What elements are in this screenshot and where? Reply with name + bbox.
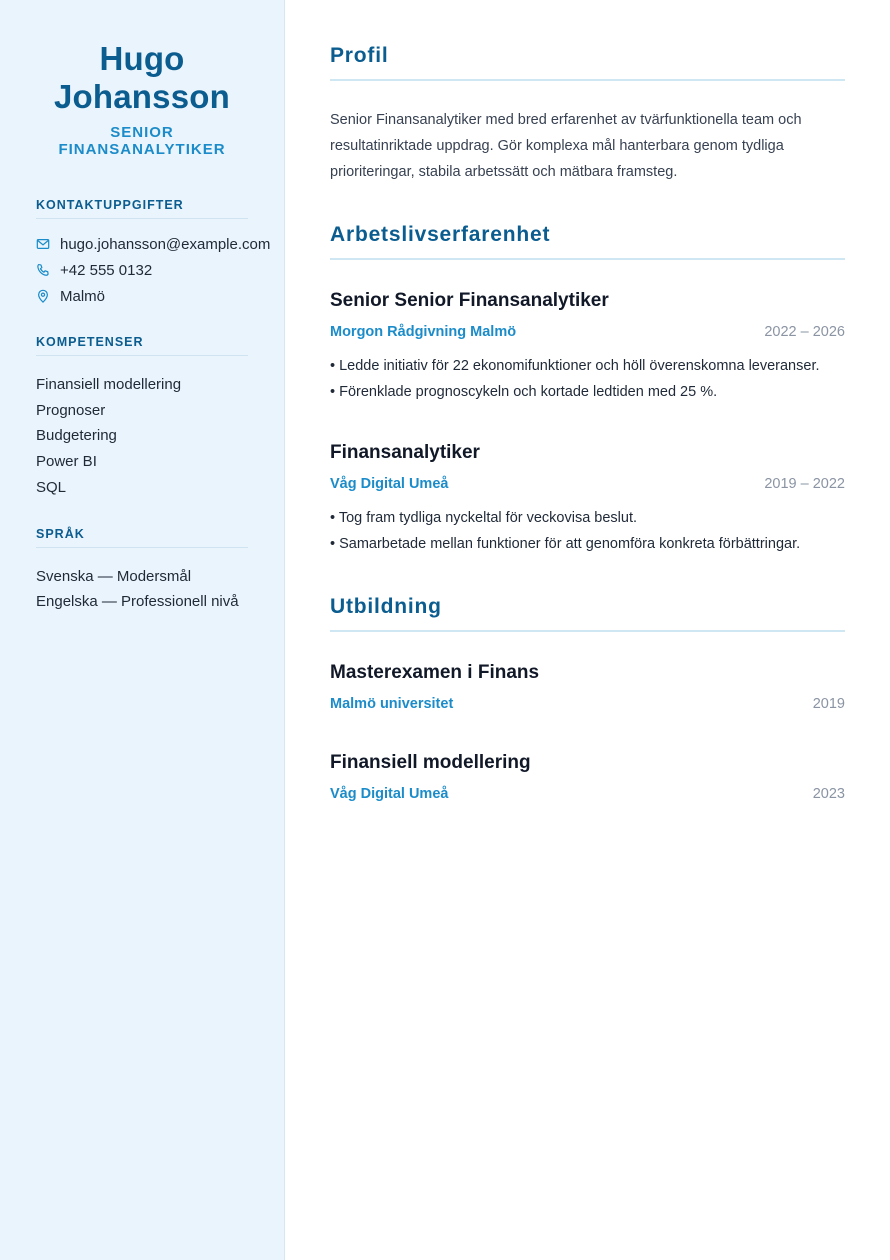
degree-meta — [330, 696, 845, 712]
location-pin-icon — [36, 289, 50, 303]
job-title: Senior Senior Finansanalytiker — [330, 290, 609, 311]
education-section — [330, 595, 845, 802]
location-text: Malmö — [60, 287, 106, 305]
job-meta — [330, 476, 845, 492]
mail-icon — [36, 237, 50, 251]
experience-entry — [330, 442, 845, 557]
skills-heading: KOMPETENSER — [36, 335, 248, 356]
education-entry — [330, 752, 845, 802]
job-bullet: • Samarbetade mellan funktioner för att genomföra konkreta förbättringar. — [330, 536, 801, 552]
contact-email[interactable] — [36, 231, 271, 257]
job-bullet: • Förenklade prognoscykeln och kortade ledtiden med 25 %. — [330, 384, 718, 400]
skills-list — [36, 372, 248, 501]
job-dates: 2019 – 2022 — [764, 476, 845, 492]
profile-text: Senior Finansanalytiker med bred erfarenhet av tvärfunktionella team och resultatinriktade uppdrag. Gör komplexa mål hanterbara genom tydliga prioriteringar, stabila arbetssätt och mätbara framsteg. — [330, 112, 802, 180]
education-entry — [330, 662, 845, 712]
name-first: Hugo — [99, 40, 185, 77]
phone-text: +42 555 0132 — [60, 261, 153, 279]
experience-section — [330, 223, 845, 557]
degree-meta — [330, 786, 845, 802]
profile-section — [330, 44, 845, 185]
job-bullets — [330, 353, 845, 405]
languages-heading: SPRÅK — [36, 527, 248, 548]
candidate-name — [36, 40, 248, 116]
main-content — [285, 0, 890, 1260]
job-title: Finansanalytiker — [330, 442, 480, 463]
job-bullet: • Ledde initiativ för 22 ekonomifunktioner och höll överenskomna leveranser. — [330, 358, 820, 374]
degree-year: 2023 — [812, 786, 845, 802]
skill-item: SQL — [36, 478, 67, 496]
job-dates: 2022 – 2026 — [764, 324, 845, 340]
skill-item: Prognoser — [36, 401, 106, 419]
skill-item: Power BI — [36, 453, 97, 471]
degree-school: Våg Digital Umeå — [330, 786, 449, 802]
candidate-role: SENIOR FINANSANALYTIKER — [58, 124, 226, 158]
contact-phone[interactable] — [36, 257, 248, 283]
job-meta — [330, 324, 845, 340]
profile-title: Profil — [330, 44, 845, 81]
languages-list — [36, 564, 248, 615]
email-text: hugo.johansson@example.com — [60, 235, 271, 253]
contact-list — [36, 231, 271, 309]
contact-section — [36, 198, 271, 309]
experience-title: Arbetslivserfarenhet — [330, 223, 845, 260]
degree-title: Masterexamen i Finans — [330, 662, 540, 683]
name-last: Johansson — [53, 78, 230, 115]
language-item: Engelska — Professionell nivå — [36, 593, 239, 611]
contact-location — [36, 283, 248, 309]
job-bullet: • Tog fram tydliga nyckeltal för veckovisa beslut. — [330, 510, 638, 526]
degree-title: Finansiell modellering — [330, 752, 531, 773]
sidebar — [0, 0, 285, 1260]
degree-year: 2019 — [812, 696, 845, 712]
degree-school: Malmö universitet — [330, 696, 454, 712]
skills-section — [36, 335, 248, 501]
job-company: Morgon Rådgivning Malmö — [330, 324, 517, 340]
skill-item: Finansiell modellering — [36, 376, 182, 393]
job-company: Våg Digital Umeå — [330, 476, 449, 492]
contact-heading: KONTAKTUPPGIFTER — [36, 198, 248, 219]
job-bullets — [330, 505, 845, 557]
experience-entry — [330, 290, 845, 405]
languages-section — [36, 527, 248, 615]
phone-icon — [36, 263, 50, 277]
education-title: Utbildning — [330, 595, 845, 632]
skill-item: Budgetering — [36, 427, 117, 445]
language-item: Svenska — Modersmål — [36, 567, 192, 585]
